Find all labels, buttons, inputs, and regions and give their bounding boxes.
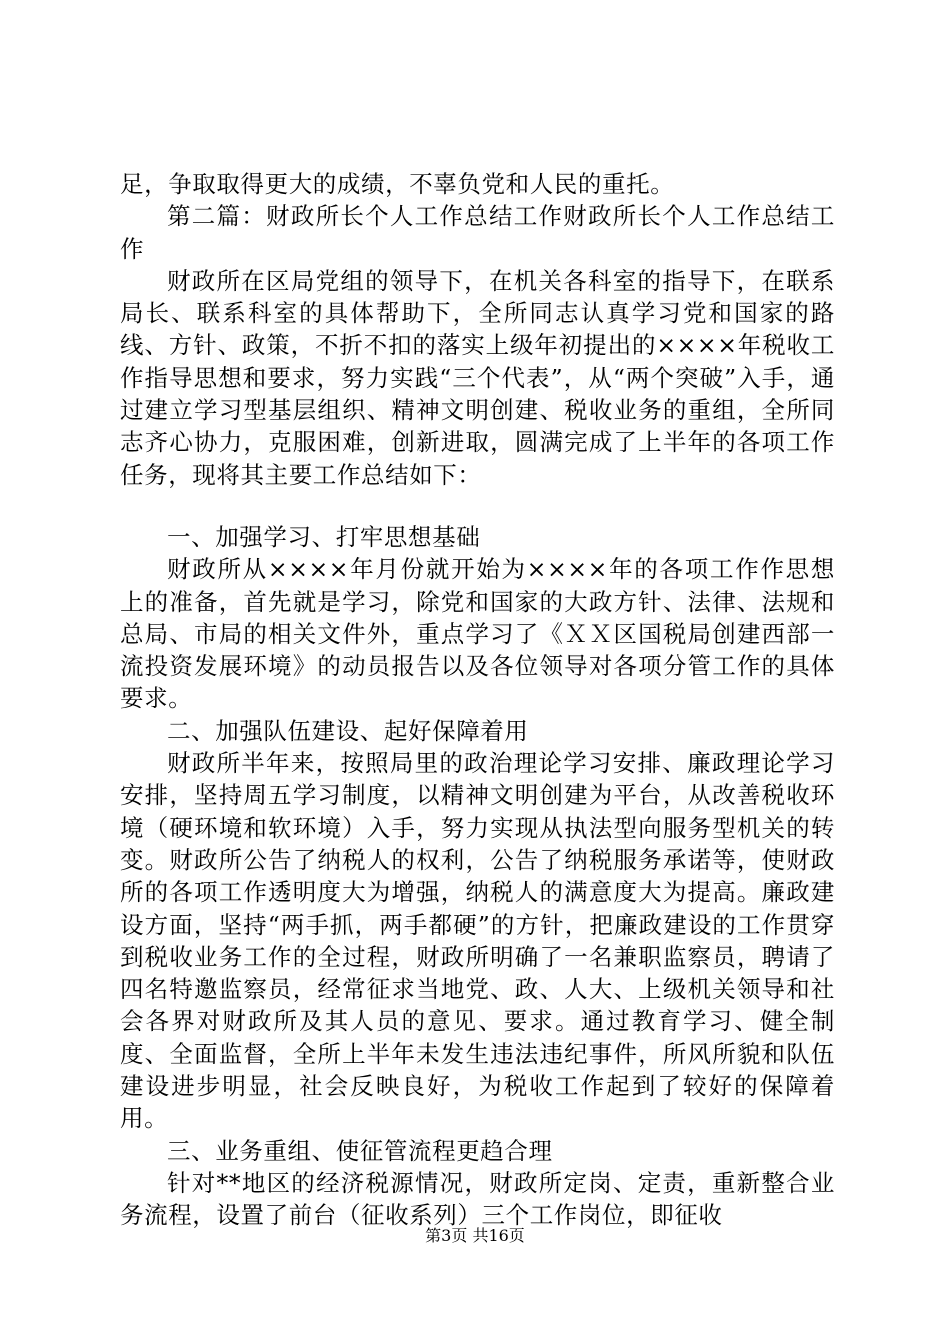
heading-three: 三、业务重组、使征管流程更趋合理	[167, 1136, 553, 1165]
page-number-footer: 第3页 共16页	[425, 1226, 525, 1245]
heading-one: 一、加强学习、打牢思想基础	[167, 522, 481, 551]
paragraph-business-reorg: 针对**地区的经济税源情况，财政所定岗、定责，重新整合业务流程，设置了前台（征收系列）三个工作岗位，即征收	[120, 1168, 835, 1230]
document-body	[120, 168, 835, 1232]
paragraph-intro: 财政所在区局党组的领导下，在机关各科室的指导下，在联系局长、联系科室的具体帮助下，全所同志认真学习党和国家的路线、方针、政策，不折不扣的落实上级年初提出的××××年税收工作指导思想和要求，努力实践“三个代表”，从“两个突破”入手，通过建立学习型基层组织、精神文明创建、税收业务的重组，全所同志齐心协力，克服困难，创新进取，圆满完成了上半年的各项工作任务，现将其主要工作总结如下：	[120, 266, 835, 489]
heading-two: 二、加强队伍建设、起好保障着用	[167, 716, 529, 745]
paragraph-continuation: 足，争取取得更大的成绩，不辜负党和人民的重托。	[120, 170, 675, 198]
paragraph-study: 财政所从××××年月份就开始为××××年的各项工作作思想上的准备，首先就是学习，除党和国家的大政方针、法律、法规和总局、市局的相关文件外，重点学习了《ＸＸ区国税局创建西部一流投资发展环境》的动员报告以及各位领导对各项分管工作的具体要求。	[120, 555, 835, 713]
section-heading-part-two: 第二篇：财政所长个人工作总结工作财政所长个人工作总结工作	[120, 202, 835, 263]
paragraph-team-building: 财政所半年来，按照局里的政治理论学习安排、廉政理论学习安排，坚持周五学习制度，以精神文明创建为平台，从改善税收环境（硬环境和软环境）入手，努力实现从执法型向服务型机关的转变。财政所公告了纳税人的权利，公告了纳税服务承诺等，使财政所的各项工作透明度大为增强，纳税人的满意度大为提高。廉政建设方面，坚持“两手抓，两手都硬”的方针，把廉政建设的工作贯穿到税收业务工作的全过程，财政所明确了一名兼职监察员，聘请了四名特邀监察员，经常征求当地党、政、人大、上级机关领导和社会各界对财政所及其人员的意见、要求。通过教育学习、健全制度、全面监督，全所上半年未发生违法违纪事件，所风所貌和队伍建设进步明显，社会反映良好，为税收工作起到了较好的保障着用。	[120, 749, 835, 1133]
